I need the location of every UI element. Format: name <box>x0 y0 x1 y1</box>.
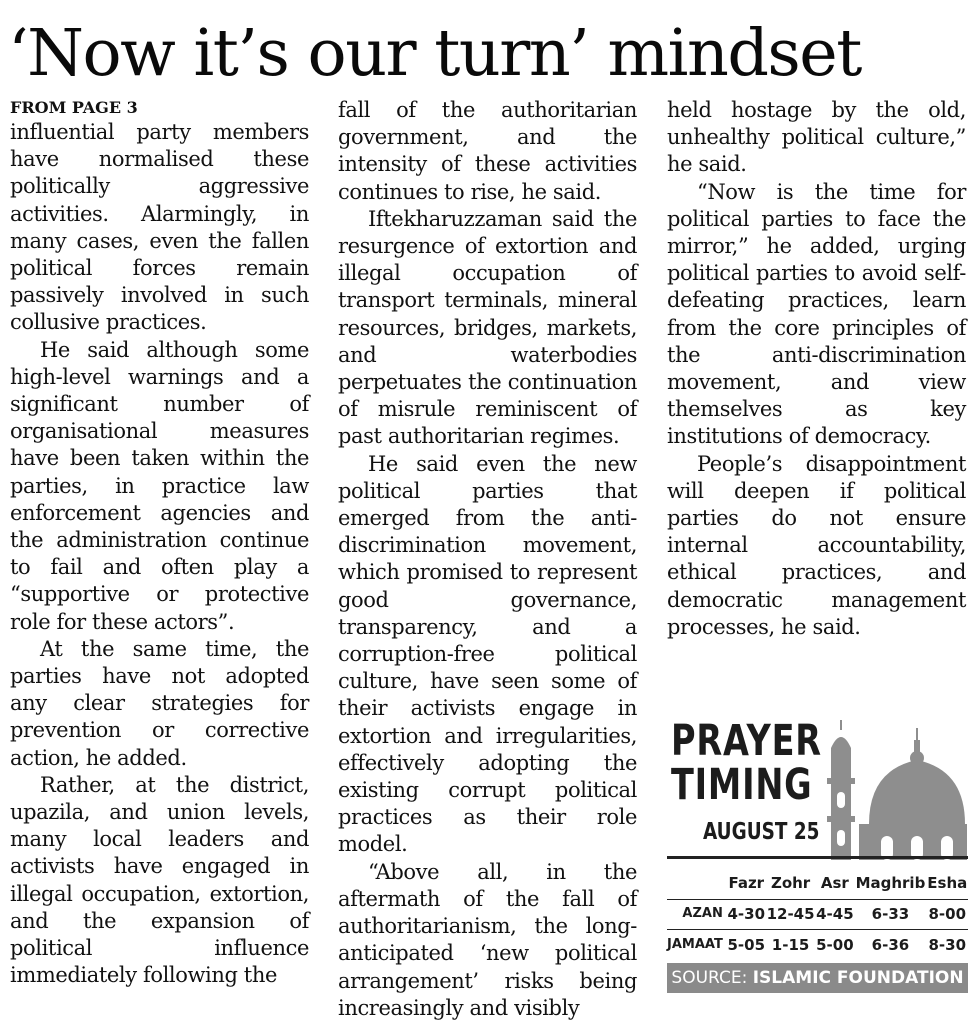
table-cell: 6-33 <box>871 904 910 923</box>
paragraph: People’s disappointment will deepen if political parties do not ensure internal accountability, ethical practices, and democratic management processes, he said. <box>667 451 966 639</box>
prayer-title-line: TIMING <box>671 760 813 810</box>
prayer-date: AUGUST 25 <box>703 819 820 845</box>
column-header: Esha <box>927 873 968 892</box>
row-label: JAMAAT <box>667 937 723 952</box>
prayer-title-line: PRAYER <box>671 716 822 766</box>
divider <box>667 899 968 900</box>
article-column-1 <box>10 97 309 990</box>
column-header: Maghrib <box>855 873 926 892</box>
paragraph: influential party members have normalised these politically aggressive activities. Alarmingly, in many cases, even the fallen political forces remain passively involved in such collusive practices. <box>10 120 309 335</box>
table-cell: 8-00 <box>928 904 967 923</box>
paragraph: fall of the authoritarian government, and the intensity of these activities continues to rise, he said. <box>338 98 637 204</box>
paragraph: “Now is the time for political parties to face the mirror,” he added, urging political parties to avoid self-defeating practices, learn from the core principles of the anti-discrimination movement, and view themselves as key institutions of democracy. <box>667 179 966 449</box>
paragraph: “Above all, in the aftermath of the fall of authoritarianism, the long-anticipated ‘new political arrangement’ risks being increasingly and visibly <box>338 859 637 1020</box>
article-column-2 <box>338 97 637 1022</box>
source-name: ISLAMIC FOUNDATION <box>752 968 964 988</box>
prayer-timing-box <box>667 705 968 997</box>
prayer-times-table <box>667 867 968 960</box>
table-row <box>667 929 968 960</box>
column-header: Asr <box>820 873 849 892</box>
column-header: Zohr <box>770 873 811 892</box>
prayer-timing-title <box>671 716 822 810</box>
paragraph: held hostage by the old, unhealthy political culture,” he said. <box>667 98 966 177</box>
table-cell: 4-30 <box>727 904 766 923</box>
table-corner <box>667 867 727 898</box>
table-cell: 6-36 <box>871 935 910 954</box>
table-header-row <box>667 867 968 898</box>
source-prefix: SOURCE: <box>671 968 748 988</box>
column-header: Fazr <box>728 873 765 892</box>
table-row <box>667 898 968 929</box>
table-cell: 1-15 <box>771 935 810 954</box>
continued-from-label: FROM PAGE 3 <box>10 98 138 117</box>
source-bar <box>667 963 968 993</box>
table-cell: 12-45 <box>766 904 815 923</box>
table-cell: 4-45 <box>816 904 854 923</box>
paragraph: Rather, at the district, upazila, and union levels, many local leaders and activists have engaged in illegal occupation, extortion, and the expansion of political influence immediately following the <box>10 772 309 988</box>
paragraph: He said although some high-level warnings and a significant number of organisational measures have been taken within the parties, in practice law enforcement agencies and the administration continue to fail and often play a “supportive or protective role for these actors”. <box>10 337 309 634</box>
divider <box>667 929 968 930</box>
paragraph: He said even the new political parties that emerged from the anti-discrimination movement, which promised to represent good governance, transparency, and a corruption-free political culture, have seen some of their activists engage in extortion and irregularities, effectively adopting the existing corrupt political practices as their role model. <box>338 451 637 857</box>
article-column-3 <box>667 97 966 641</box>
row-label: AZAN <box>682 906 723 921</box>
divider <box>667 856 968 859</box>
mosque-icon <box>817 720 967 860</box>
table-cell: 8-30 <box>928 935 967 954</box>
headline: ‘Now it’s our turn’ mindset <box>8 16 861 91</box>
paragraph: At the same time, the parties have not adopted any clear strategies for prevention or corrective action, he added. <box>10 636 309 770</box>
table-cell: 5-00 <box>816 935 854 954</box>
table-cell: 5-05 <box>727 935 766 954</box>
paragraph: Iftekharuzzaman said the resurgence of extortion and illegal occupation of transport terminals, mineral resources, bridges, markets, and waterbodies perpetuates the continuation of misrule reminiscent of past authoritarian regimes. <box>338 206 637 449</box>
